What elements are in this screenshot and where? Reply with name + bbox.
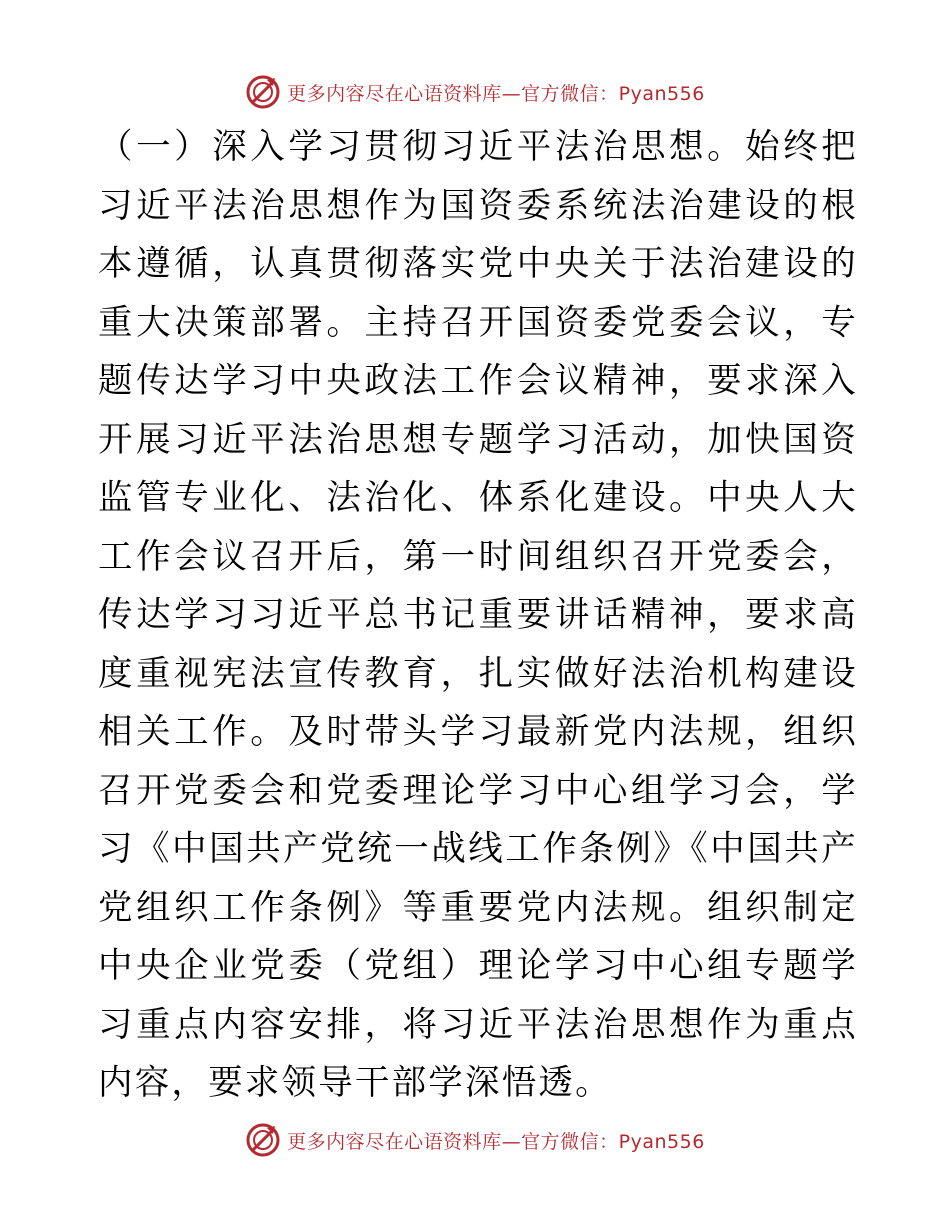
seal-logo-icon <box>245 1122 281 1158</box>
watermark-text: 更多内容尽在心语资料库—官方微信：Pyan556 <box>287 82 705 105</box>
footer-watermark <box>0 1120 950 1160</box>
document-body <box>98 118 858 1113</box>
seal-logo-icon <box>245 74 281 110</box>
body-paragraph: （一）深入学习贯彻习近平法治思想。始终把习近平法治思想作为国资委系统法治建设的根本遵循，认真贯彻落实党中央关于法治建设的重大决策部署。主持召开国资委党委会议，专题传达学习中央政法工作会议精神，要求深入开展习近平法治思想专题学习活动，加快国资监管专业化、法治化、体系化建设。中央人大工作会议召开后，第一时间组织召开党委会，传达学习习近平总书记重要讲话精神，要求高度重视宪法宣传教育，扎实做好法治机构建设相关工作。及时带头学习最新党内法规，组织召开党委会和党委理论学习中心组学习会，学习《中国共产党统一战线工作条例》《中国共产党组织工作条例》等重要党内法规。组织制定中央企业党委（党组）理论学习中心组专题学习重点内容安排，将习近平法治思想作为重点内容，要求领导干部学深悟透。 <box>98 127 858 1103</box>
watermark-text: 更多内容尽在心语资料库—官方微信：Pyan556 <box>287 1130 705 1153</box>
header-watermark <box>0 72 950 112</box>
